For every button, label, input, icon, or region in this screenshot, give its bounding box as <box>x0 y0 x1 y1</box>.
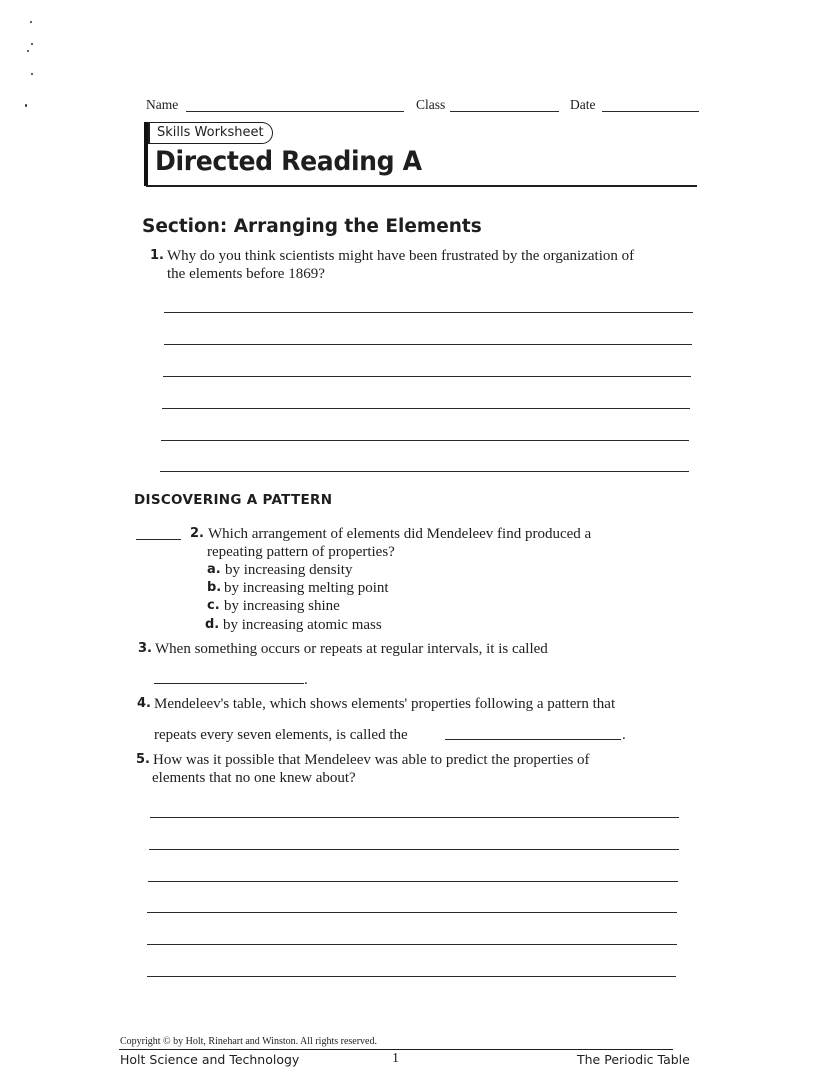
q5-answer-line[interactable] <box>148 881 678 882</box>
page-number: 1 <box>392 1051 399 1066</box>
q4-period: . <box>622 727 626 743</box>
q1-answer-line[interactable] <box>160 471 689 472</box>
q1-answer-line[interactable] <box>164 312 693 313</box>
class-label: Class <box>416 97 446 112</box>
scan-mark <box>31 73 33 75</box>
q1-number: 1. <box>150 248 164 263</box>
option-text: by increasing shine <box>224 598 340 614</box>
title-rule <box>146 185 697 187</box>
q5-text-line1: How was it possible that Mendeleev was able to predict the properties of <box>153 752 590 768</box>
q2-number: 2. <box>190 526 204 541</box>
footer-book-title: Holt Science and Technology <box>120 1052 300 1067</box>
q1-text-line1: Why do you think scientists might have been frustrated by the organization of <box>167 248 635 264</box>
q1-answer-line[interactable] <box>162 408 690 409</box>
option-text: by increasing density <box>225 562 353 578</box>
class-blank[interactable] <box>450 111 559 112</box>
footer-chapter-title: The Periodic Table <box>577 1052 690 1067</box>
q4-answer-blank[interactable] <box>445 739 621 740</box>
scan-mark <box>30 21 32 23</box>
section-title: Section: Arranging the Elements <box>142 216 482 237</box>
q5-answer-line[interactable] <box>147 912 677 913</box>
q5-answer-line[interactable] <box>147 944 677 945</box>
q3-text: When something occurs or repeats at regular intervals, it is called <box>155 641 548 657</box>
name-blank[interactable] <box>186 111 404 112</box>
q1-answer-line[interactable] <box>163 376 691 377</box>
option-text: by increasing atomic mass <box>223 617 382 633</box>
discovering-pattern-heading: DISCOVERING A PATTERN <box>134 492 333 508</box>
q3-answer-blank[interactable] <box>154 683 304 684</box>
q5-number: 5. <box>136 752 150 767</box>
q2-text-line2: repeating pattern of properties? <box>207 544 395 560</box>
q4-text-line2: repeats every seven elements, is called the <box>154 727 408 743</box>
q2-answer-blank[interactable] <box>136 539 181 540</box>
q3-number: 3. <box>138 641 152 656</box>
copyright-notice: Copyright © by Holt, Rinehart and Winston. All rights reserved. <box>120 1036 377 1047</box>
scan-mark <box>31 43 33 45</box>
q5-answer-line[interactable] <box>150 817 679 818</box>
date-blank[interactable] <box>602 111 699 112</box>
q1-answer-line[interactable] <box>164 344 692 345</box>
scan-mark <box>27 50 29 52</box>
option-letter: c. <box>207 598 220 613</box>
q3-period: . <box>304 672 308 688</box>
date-label: Date <box>570 97 596 112</box>
option-text: by increasing melting point <box>224 580 389 596</box>
option-letter: a. <box>207 562 221 577</box>
q4-number: 4. <box>137 696 151 711</box>
scan-mark <box>25 104 27 107</box>
option-letter: b. <box>207 580 222 595</box>
skills-worksheet-badge: Skills Worksheet <box>148 122 273 144</box>
option-letter: d. <box>205 617 220 632</box>
q1-answer-line[interactable] <box>161 440 689 441</box>
name-label: Name <box>146 97 179 112</box>
q5-text-line2: elements that no one knew about? <box>152 770 356 786</box>
q5-answer-line[interactable] <box>147 976 676 977</box>
q4-text-line1: Mendeleev's table, which shows elements' properties following a pattern that <box>154 696 616 712</box>
q5-answer-line[interactable] <box>149 849 679 850</box>
footer-rule <box>119 1049 673 1050</box>
page-title: Directed Reading A <box>155 146 422 177</box>
q1-text-line2: the elements before 1869? <box>167 266 325 282</box>
q2-text-line1: Which arrangement of elements did Mendeleev find produced a <box>208 526 592 542</box>
